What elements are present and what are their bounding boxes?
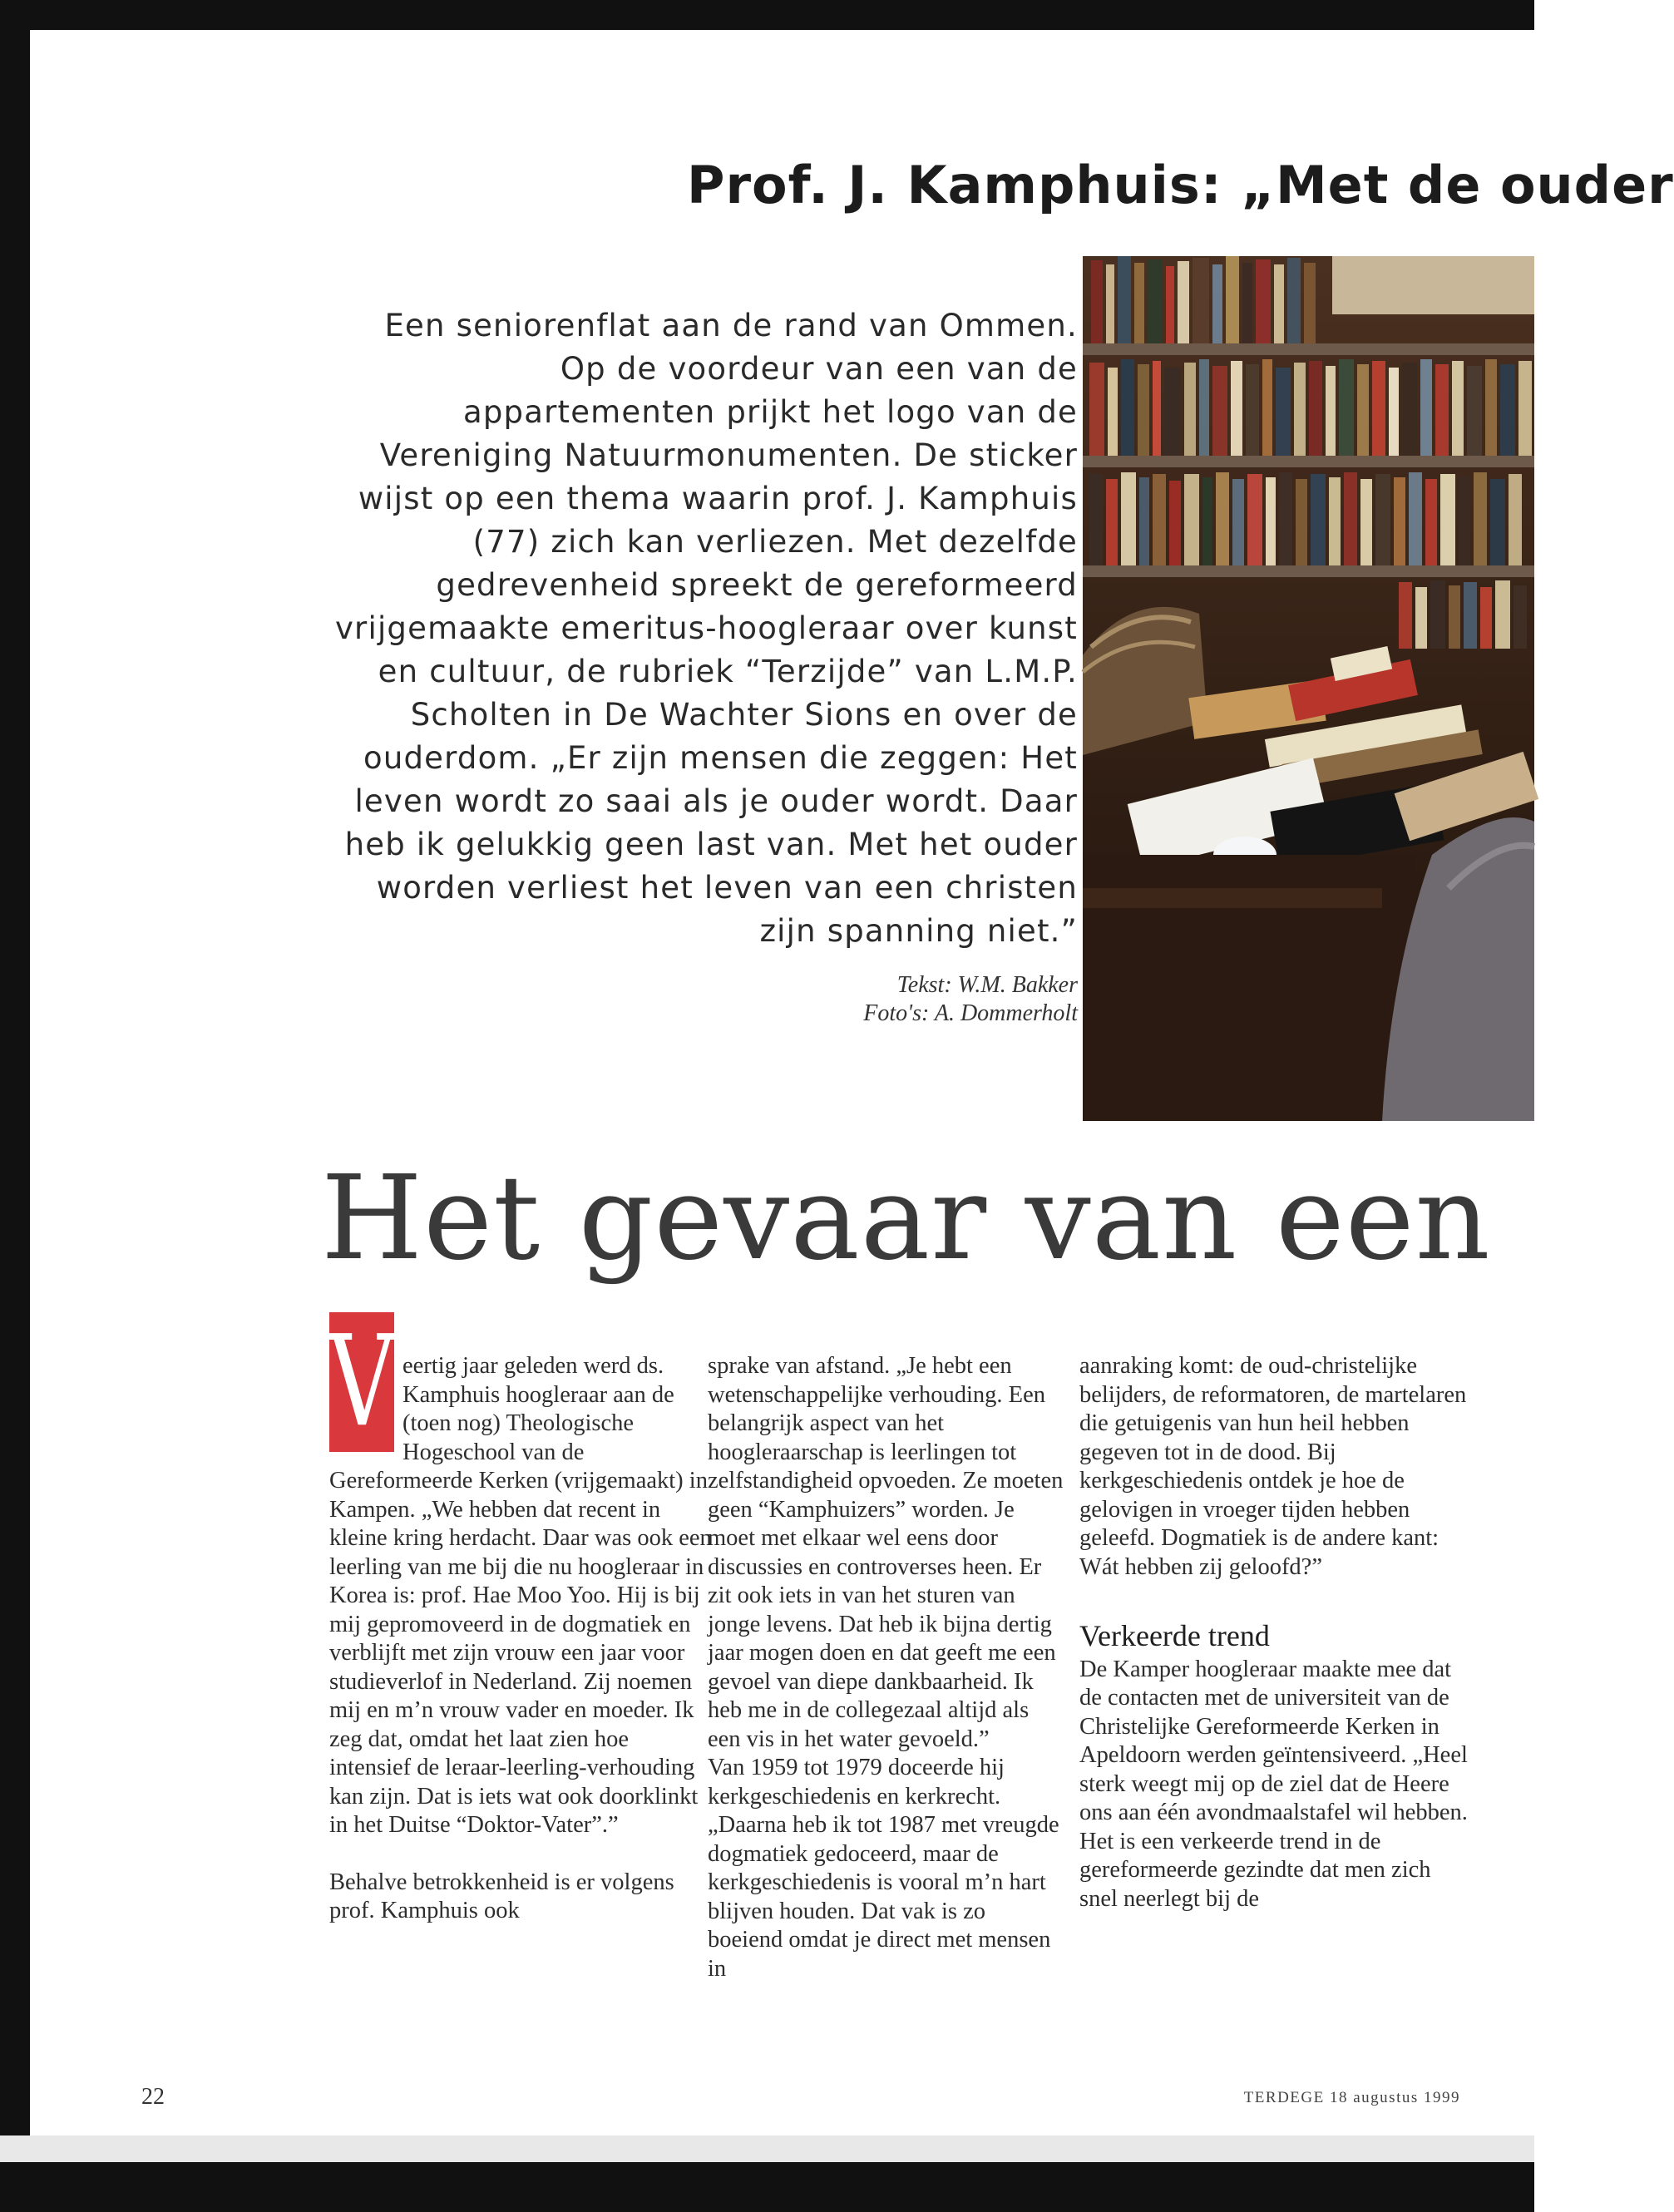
credits <box>778 971 1078 1028</box>
article-paragraph: Van 1959 tot 1979 doceerde hij kerkgeschiedenis en kerkrecht. „Daarna heb ik tot 1987 met vreugde dogmatiek gedoceerd, maar de kerkgeschiedenis is vooral m’n hart blijven houden. Dat vak is zo boeiend omdat je direct met mensen in <box>708 1755 1059 1982</box>
photo-bookshelf-desk <box>1083 256 1534 1121</box>
credit-photographer: Foto's: A. Dommerholt <box>863 1000 1078 1026</box>
article-column-1 <box>328 1309 712 1926</box>
scan-border-bottom-light <box>0 2135 1534 2162</box>
page-title: Prof. J. Kamphuis: „Met de ouder <box>687 155 1674 215</box>
article-paragraph: sprake van afstand. „Je hebt een wetenschappelijke verhouding. Een belangrijk aspect van het hoogleraarschap is leerlingen tot zelfstandigheid opvoeden. Ze moeten geen “Kamphuizers” worden. Je moet met elkaar wel eens door discussies en controverses heen. Er zit ook iets in van het sturen van jonge levens. Dat heb ik bijna dertig jaar mogen doen en dat geeft me een gevoel van diepe dankbaarheid. Ik heb me in de collegezaal altijd als een vis in het water gevoeld.” <box>708 1353 1064 1752</box>
lead-paragraph: Een seniorenflat aan de rand van Ommen. Op de voordeur van een van de appartementen prijkt het logo van de Vereniging Natuurmonumenten. De sticker wijst op een thema waarin prof. J. Kamphuis (77) zich kan verliezen. Met dezelfde gedrevenheid spreekt de gereformeerd vrijgemaakte emeritus-hoogleraar over kunst en cultuur, de rubriek “Terzijde” van L.M.P. Scholten in De Wachter Sions en over de ouderdom. „Er zijn mensen die zeggen: Het leven wordt zo saai als je ouder wordt. Daar heb ik gelukkig geen last van. Met het ouder worden verliest het leven van een christen zijn spanning niet.” <box>334 308 1078 949</box>
article-headline: Het gevaar van een <box>321 1151 1491 1286</box>
section-subheading: Verkeerde trend <box>1079 1619 1270 1652</box>
article-column-2 <box>708 1352 1065 1983</box>
scan-border-bottom <box>0 2162 1534 2212</box>
article-paragraph: De Kamper hoogleraar maakte mee dat de contacten met de universiteit van de Christelijke Gereformeerde Kerken in Apeldoorn werden geïntensiveerd. „Heel sterk weegt mij op de ziel dat de Heere ons aan één avondmaalstafel wil hebben. Het is een verkeerde trend in de gereformeerde gezindte dat men zich snel neerlegt bij de <box>1079 1656 1468 1912</box>
scan-border-top <box>0 0 1534 30</box>
magazine-page <box>30 30 1674 2135</box>
publication-footer: TERDEGE 18 augustus 1999 <box>1243 2089 1460 2106</box>
credit-text-author: Tekst: W.M. Bakker <box>896 972 1078 998</box>
page-number: 22 <box>141 2084 165 2110</box>
article-paragraph: V eertig jaar geleden werd ds. Kamphuis hoogleraar aan de (toen nog) Theologische Hogeschool van de Gereformeerde Kerken (vrijgemaakt) in Kampen. „We hebben dat recent in kleine kring herdacht. Daar was ook een leerling van me bij die nu hoogleraar in Korea is: prof. Hae Moo Yoo. Hij is bij mij gepromoveerd in de dogmatiek en verblijft met zijn vrouw een jaar voor studieverlof in Nederland. Zij noemen mij en m’n vrouw vader en moeder. Ik zeg dat, omdat het laat zien hoe intensief de leraar-leerling-verhouding kan zijn. Dat is iets wat ook doorklinkt in het Duitse “Doktor-Vater”.” <box>328 1309 712 1838</box>
article-paragraph: Behalve betrokkenheid is er volgens prof. Kamphuis ook <box>329 1869 674 1923</box>
article-paragraph: aanraking komt: de oud-christelijke belijders, de reformatoren, de martelaren die getuigenis van hun heil hebben gegeven tot in de dood. Bij kerkgeschiedenis ontdek je hoe de gelovigen in vroeger tijden hebben geleefd. Dogmatiek is de andere kant: Wát hebben zij geloofd?” <box>1079 1353 1467 1580</box>
article-column-3 <box>1079 1352 1470 1913</box>
drop-cap: V <box>328 1309 396 1455</box>
scan-border-left <box>0 0 30 2212</box>
